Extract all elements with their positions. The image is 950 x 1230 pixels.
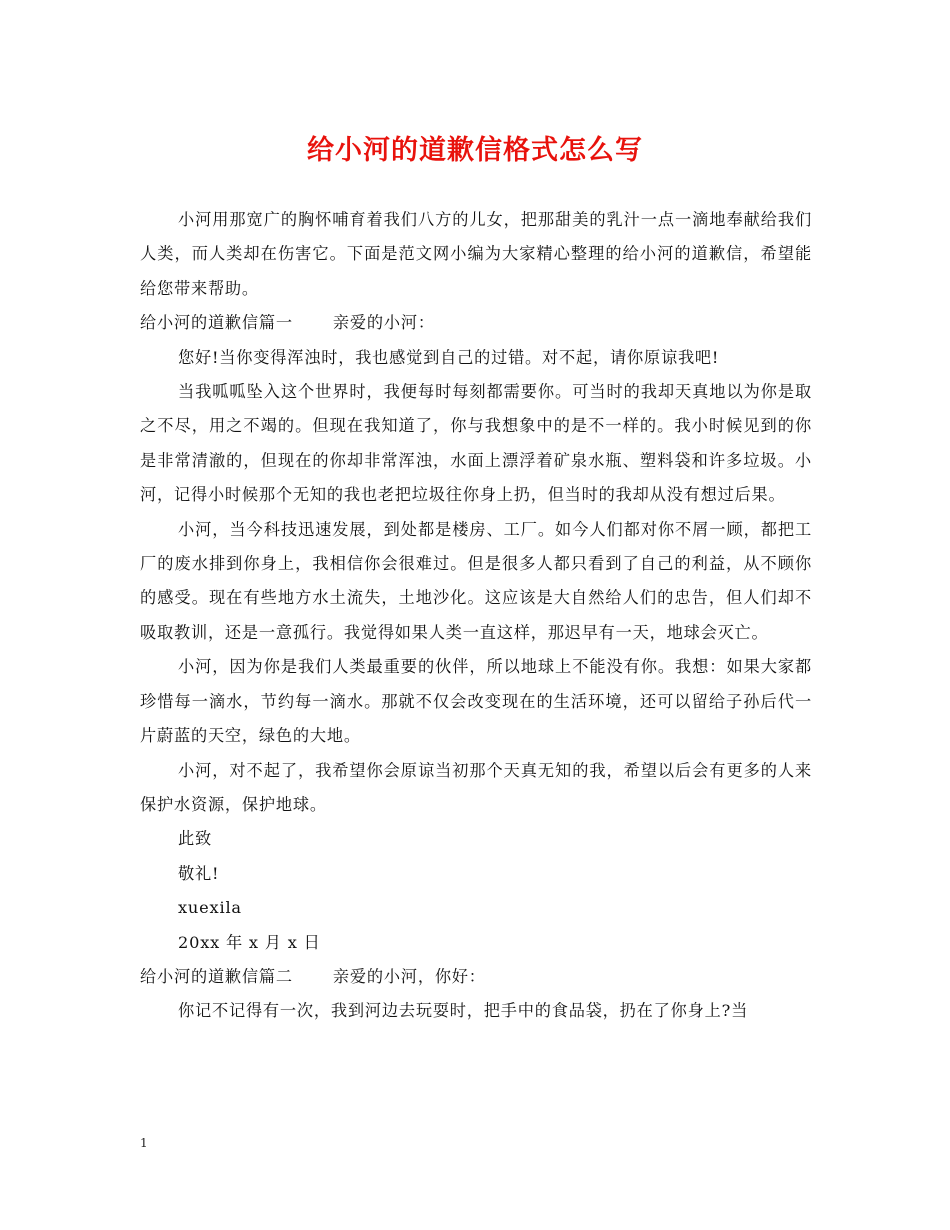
letter2-paragraph: 你记不记得有一次，我到河边去玩耍时，把手中的食品袋，扔在了你身上?当 bbox=[178, 1001, 749, 1021]
letter2-heading-line bbox=[140, 960, 812, 994]
letter1-date: 20xx 年 x 月 x 日 bbox=[178, 932, 321, 952]
letter1-paragraph: 小河，当今科技迅速发展，到处都是楼房、工厂。如今人们都对你不屑一顾，都把工厂的废水排到你身上，我相信你会很难过。但是很多人都只看到了自己的利益，从不顾你的感受。现在有些地方水土流失，土地沙化。这应该是大自然给人们的忠告，但人们却不吸取教训，还是一意孤行。我觉得如果人类一直这样，那迟早有一天，地球会灭亡。 bbox=[140, 519, 812, 642]
document-body bbox=[140, 203, 812, 1029]
letter1-heading-line bbox=[140, 306, 812, 340]
letter2-heading: 给小河的道歉信篇二 bbox=[140, 966, 293, 986]
letter1-heading: 给小河的道歉信篇一 bbox=[140, 313, 293, 333]
page-title: 给小河的道歉信格式怎么写 bbox=[307, 135, 643, 166]
letter1-closing-2: 敬礼! bbox=[178, 863, 220, 883]
letter1-paragraph: 当我呱呱坠入这个世界时，我便每时每刻都需要你。可当时的我却天真地以为你是取之不尽，用之不竭的。但现在我知道了，你与我想象中的是不一样的。我小时候见到的你是非常清澈的，但现在的你却非常浑浊，水面上漂浮着矿泉水瓶、塑料袋和许多垃圾。小河，记得小时候那个无知的我也老把垃圾往你身上扔，但当时的我却从没有想过后果。 bbox=[140, 382, 812, 505]
letter1-paragraph: 您好!当你变得浑浊时，我也感觉到自己的过错。对不起，请你原谅我吧! bbox=[178, 347, 720, 367]
letter1-salutation: 亲爱的小河： bbox=[332, 313, 435, 333]
letter1-closing-1: 此致 bbox=[178, 829, 212, 849]
letter1-signature: xuexila bbox=[178, 898, 242, 918]
letter1-paragraph: 小河，因为你是我们人类最重要的伙伴，所以地球上不能没有你。我想：如果大家都珍惜每一滴水，节约每一滴水。那就不仅会改变现在的生活环境，还可以留给子孙后代一片蔚蓝的天空，绿色的大地。 bbox=[140, 657, 812, 746]
page-number: 1 bbox=[140, 1136, 148, 1150]
letter2-salutation: 亲爱的小河，你好： bbox=[332, 966, 486, 986]
letter1-paragraph: 小河，对不起了，我希望你会原谅当初那个天真无知的我，希望以后会有更多的人来保护水资源，保护地球。 bbox=[140, 760, 812, 814]
intro-paragraph: 小河用那宽广的胸怀哺育着我们八方的儿女，把那甜美的乳汁一点一滴地奉献给我们人类，而人类却在伤害它。下面是范文网小编为大家精心整理的给小河的道歉信，希望能给您带来帮助。 bbox=[140, 210, 812, 298]
